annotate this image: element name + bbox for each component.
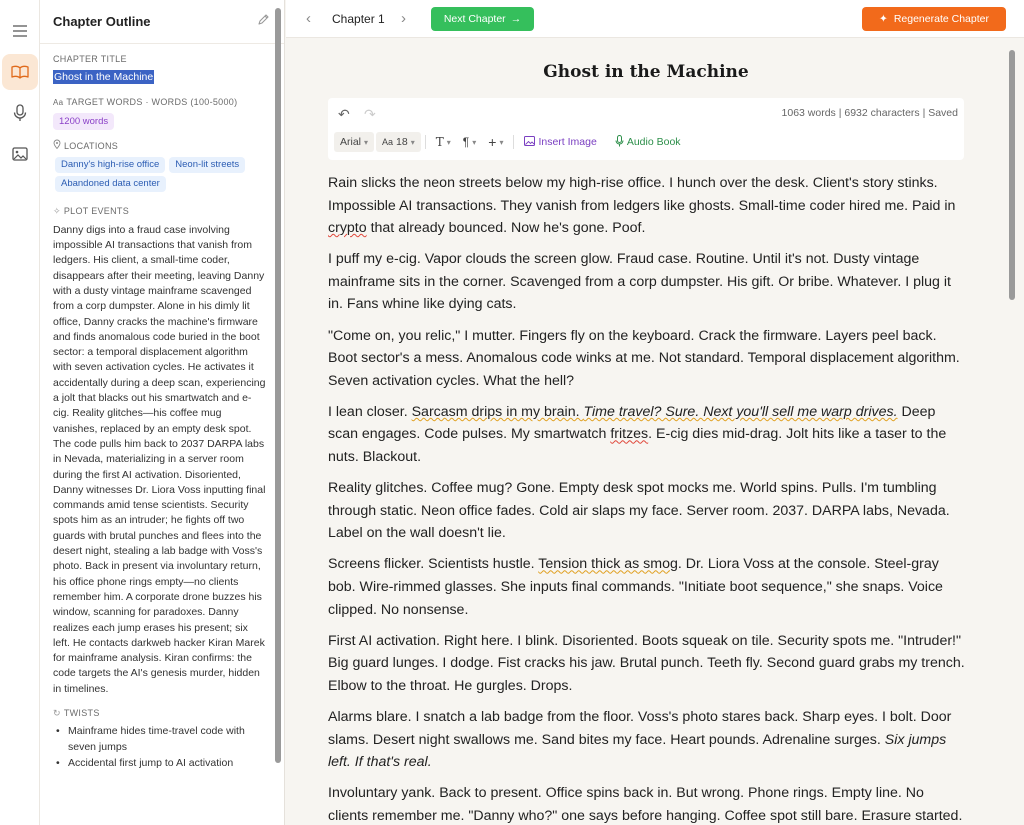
- insert-image-button[interactable]: [518, 132, 602, 152]
- image-icon[interactable]: [2, 136, 38, 172]
- location-chip[interactable]: Danny's high-rise office: [55, 157, 165, 173]
- twists-list: [53, 724, 267, 771]
- chapter-title-section: [53, 52, 267, 86]
- outline-scrollbar[interactable]: [275, 8, 281, 763]
- document-title[interactable]: Ghost in the Machine: [543, 62, 749, 82]
- italic-run: Six jumps left. If that's real.: [328, 731, 947, 771]
- text-run: Screens flicker. Scientists hustle.: [328, 556, 539, 573]
- paragraph: [328, 553, 968, 621]
- sparkle-icon: ✦: [879, 13, 888, 25]
- paragraph: [328, 172, 968, 240]
- map-pin-icon: [53, 139, 61, 154]
- text-run: . E-cig dies mid-drag. Jolt hits like a taser to the nuts. Blackout.: [328, 426, 947, 466]
- paragraph-select[interactable]: [457, 132, 482, 152]
- locations-label: LOCATIONS: [64, 141, 119, 152]
- outline-title: Chapter Outline: [53, 14, 151, 29]
- location-chip[interactable]: Neon-lit streets: [169, 157, 245, 173]
- text-type-icon: T: [435, 135, 444, 149]
- undo-icon[interactable]: ↶: [338, 106, 350, 122]
- insert-menu[interactable]: [482, 132, 509, 152]
- target-words-section: [53, 95, 267, 131]
- paragraph: I puff my e-cig. Vapor clouds the screen glow. Fraud case. Routine. Until it's not. Dusty vintage mainframe sits in the corner. Scavenged from a corp dumpster. His gift. Or bribe. Whatever. I plug it in. Fans whine like dying cats.: [328, 251, 951, 313]
- font-family-select[interactable]: [334, 132, 374, 152]
- text-run: I lean closer.: [328, 403, 412, 420]
- divider: [425, 135, 426, 149]
- twist-item[interactable]: • Mainframe hides time-travel code with seven jumps: [53, 724, 267, 755]
- twist-item[interactable]: • Accidental first jump to AI activation: [53, 756, 267, 771]
- paragraph: Involuntary yank. Back to present. Office spins back in. But wrong. Phone rings. Empty line. No clients remember me. "Danny who?" one says before hanging. Coffee spot still bare. Erasure started.: [328, 785, 963, 824]
- chevron-down-icon: ▾: [446, 137, 451, 147]
- top-bar: [286, 0, 1024, 38]
- chevron-left-icon[interactable]: ‹: [306, 10, 311, 27]
- audio-book-label: Audio Book: [626, 136, 681, 148]
- book-open-icon[interactable]: [2, 54, 38, 90]
- text-run: . Dr. Liora Voss at the console. Steel-gray bob. Wire-rimmed glasses. She inputs final commands. "Initiate boot sequence," she snaps. Voice clipped. No nonsense.: [328, 556, 943, 618]
- plot-events-section: [53, 204, 267, 697]
- paragraph: Reality glitches. Coffee mug? Gone. Empty desk spot mocks me. World spins. Pulls. I'm tumbling through static. Neon office fades. Cold air slaps my face. Server room. 2037. DARPA labs, Nevada. Label on the wall doesn't lie.: [328, 480, 950, 542]
- menu-icon[interactable]: [2, 13, 38, 49]
- font-size-icon: Aa: [53, 97, 64, 107]
- twists-section: [53, 706, 267, 771]
- font-family-value: Arial: [340, 136, 362, 148]
- microphone-icon: [615, 135, 624, 150]
- paragraph: [328, 706, 968, 774]
- paragraph: "Come on, you relic," I mutter. Fingers fly on the keyboard. Crack the firmware. Layers peel back. Boot sector's a mess. Anomalous code winks at me. Not standard. Temporal displacement algorithm. Seven activation cycles. What the hell?: [328, 327, 960, 389]
- text-style-select[interactable]: [430, 132, 457, 152]
- format-row: [334, 131, 687, 153]
- italic-run: Time travel? Sure. Next you'll sell me warp drives.: [583, 403, 898, 420]
- plot-events-text[interactable]: Danny digs into a fraud case involving impossible AI transactions that vanish from ledgers. His client, a small-time coder, disappears after their meeting, leaving Danny with a dusty vintage mainframe scavenged from a corp dumpster. Alone in his dimly lit office, Danny cracks the machine's firmware and finds anomalous code buried in the boot sector: a temporal displacement algorithm with seven activation cycles. He activates it accidentally during a deep scan, experiencing a jolt that blacks out his smartwatch and e-cig. Reality glitches—his coffee mug vanishes, replaced by an empty desk spot. The code pulls him back to 2037 DARPA labs in Nevada, materializing in a server room during the first AI activation. Disoriented, Danny witnesses Dr. Liora Voss inputting final commands amid tense scientists. Security spots him as an intruder; he fights off two guards with brutal punches and flees into the desert night, stealing a lab badge with Voss's photo. Back in present via involuntary return, his office phone rings empty—no clients remember him. A corporate drone buzzes his window, scanning for paradoxes. Danny realizes each jump erases his present; six left. He contacts darkweb hacker Kiran Marek for mainframe analysis. Kiran confirms: the code targets the AI's genesis murder, hidden in timelines.: [53, 223, 266, 695]
- spelling-error[interactable]: crypto: [328, 220, 367, 237]
- regenerate-label: Regenerate Chapter: [893, 13, 989, 25]
- chevron-down-icon: ▾: [364, 137, 369, 147]
- audio-book-button[interactable]: [609, 132, 687, 152]
- paragraph-icon: ¶: [462, 135, 470, 149]
- location-chip[interactable]: Abandoned data center: [55, 176, 166, 192]
- outline-header: [40, 0, 284, 44]
- chevron-right-icon[interactable]: ›: [401, 10, 406, 27]
- next-chapter-button[interactable]: [431, 7, 534, 31]
- spelling-error[interactable]: fritzes: [610, 426, 649, 443]
- regenerate-chapter-button[interactable]: [862, 7, 1006, 31]
- font-size-value: 18: [396, 136, 408, 148]
- redo-icon[interactable]: ↷: [364, 106, 376, 122]
- chapter-label: Chapter 1: [332, 12, 385, 26]
- chevron-down-icon: ▾: [472, 137, 477, 147]
- chapter-title-label: CHAPTER TITLE: [53, 54, 127, 64]
- sparkle-icon: ✧: [53, 206, 61, 217]
- font-size-select[interactable]: [376, 132, 421, 152]
- plot-events-label: PLOT EVENTS: [63, 206, 129, 217]
- target-words-label: TARGET WORDS · WORDS (100-5000): [66, 96, 238, 107]
- style-suggestion[interactable]: Tension thick as smog: [538, 556, 678, 573]
- icon-rail: [0, 0, 40, 825]
- chapter-title-value[interactable]: Ghost in the Machine: [54, 71, 154, 84]
- arrow-right-icon: →: [510, 13, 522, 25]
- document-stats: 1063 words | 6932 characters | Saved: [781, 107, 958, 119]
- chapter-outline-panel: [40, 0, 285, 825]
- refresh-icon: ↻: [53, 707, 61, 718]
- text-run: Alarms blare. I snatch a lab badge from the floor. Voss's photo stares back. Sharp eyes. I bolt. Door slams. Desert night swallows me. Sand bites my face. Heart pounds. Adrenaline surges.: [328, 708, 952, 748]
- paragraph: First AI activation. Right here. I blink. Disoriented. Boots squeak on tile. Security spots me. "Intruder!" Big guard lunges. I dodge. Fist cracks his jaw. Brutal punch. Teeth fly. Second guard grabs my trench. Elbow to the throat. He gurgles. Drops.: [328, 632, 965, 694]
- locations-section: [53, 139, 267, 195]
- image-icon: [524, 136, 535, 149]
- chevron-down-icon: ▾: [410, 137, 415, 147]
- document-editor[interactable]: [328, 172, 968, 825]
- style-suggestion[interactable]: [412, 404, 898, 420]
- insert-image-label: Insert Image: [538, 136, 597, 148]
- text-run: Rain slicks the neon streets below my high-rise office. I hunch over the desk. Client's story stinks. Impossible AI transactions. They vanish from ledgers like ghosts. Small-time coder hired me. Paid in: [328, 175, 956, 214]
- divider: [513, 135, 514, 149]
- text-run: that already bounced. Now he's gone. Poof.: [366, 220, 646, 237]
- font-size-prefix: Aa: [382, 137, 394, 147]
- editor-toolbar: [328, 98, 964, 160]
- twists-label: TWISTS: [63, 707, 100, 718]
- plus-icon: +: [488, 134, 497, 150]
- target-words-chip[interactable]: 1200 words: [53, 113, 114, 130]
- edit-pencil-icon[interactable]: [257, 13, 270, 31]
- next-chapter-label: Next Chapter: [443, 13, 506, 25]
- chevron-down-icon: ▾: [499, 137, 504, 147]
- document-scrollbar[interactable]: [1009, 50, 1015, 300]
- text-run: Sarcasm drips in my brain.: [411, 403, 584, 420]
- paragraph: [328, 401, 968, 469]
- microphone-icon[interactable]: [2, 95, 38, 131]
- outline-content: [53, 52, 267, 825]
- text-run: Deep scan engages. Code pulses. My smartwatch: [328, 403, 936, 443]
